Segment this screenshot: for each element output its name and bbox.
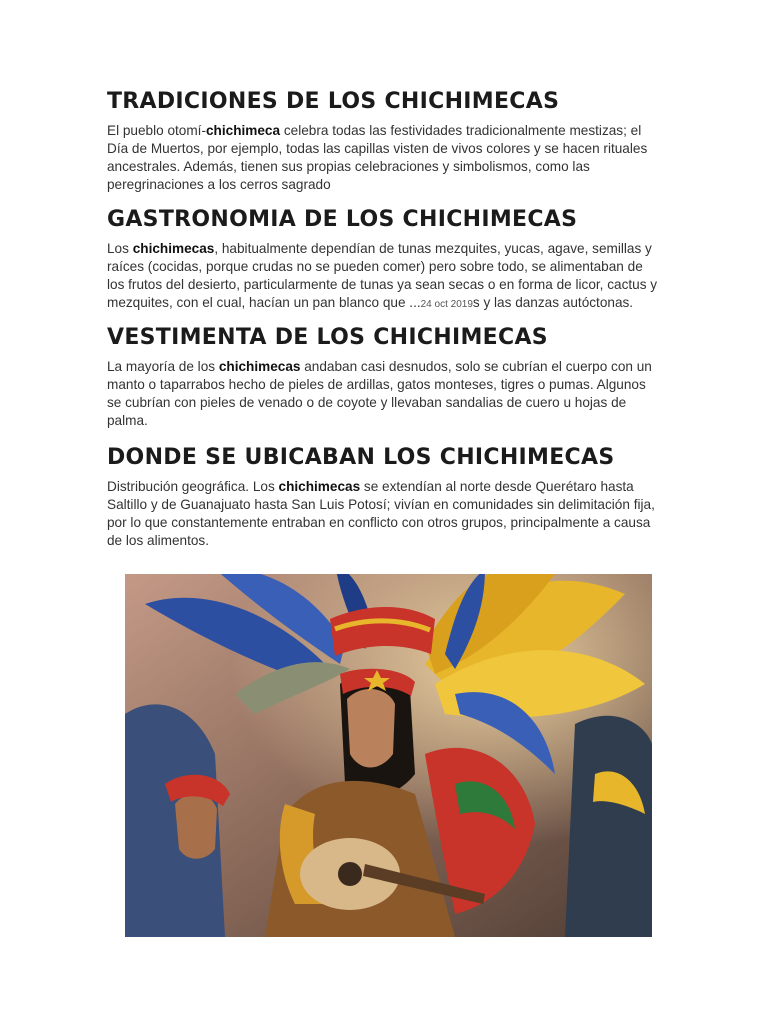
bold-term: chichimecas bbox=[132, 241, 215, 256]
section-gastronomia bbox=[107, 206, 663, 314]
paragraph-gastronomia bbox=[107, 240, 663, 314]
bold-term: chichimeca bbox=[206, 123, 281, 138]
text: El pueblo otomí- bbox=[107, 123, 206, 138]
paragraph-tradiciones bbox=[107, 122, 663, 194]
text: s y las danzas autóctonas. bbox=[472, 295, 634, 310]
background-dancer-right bbox=[565, 716, 652, 937]
text: Distribución geográfica. Los bbox=[107, 479, 279, 494]
heading-gastronomia: GASTRONOMIA DE LOS CHICHIMECAS bbox=[107, 207, 578, 232]
heading-ubicacion: DONDE SE UBICABAN LOS CHICHIMECAS bbox=[107, 445, 615, 470]
bold-term: chichimecas bbox=[218, 359, 301, 374]
section-vestimenta bbox=[107, 324, 663, 430]
date-snippet: 24 oct 2019 bbox=[420, 299, 473, 310]
text: La mayoría de los bbox=[107, 359, 219, 374]
text: se extendían al norte desde Querétaro hasta Saltillo y de Guanajuato hasta San Luis Potosí; vivían en comunidades sin delimitación fija, por lo que constantemente entraban en conflicto con otros grupos, principalmente a causa de los alimentos. bbox=[107, 479, 655, 548]
paragraph-ubicacion bbox=[107, 478, 663, 550]
face bbox=[347, 689, 395, 768]
section-ubicacion bbox=[107, 444, 663, 550]
heading-tradiciones: TRADICIONES DE LOS CHICHIMECAS bbox=[107, 89, 560, 114]
danzante-photo bbox=[125, 574, 652, 937]
text: , habitualmente dependían de tunas mezquites, yucas, agave, semillas y raíces (cocidas, porque crudas no se pueden comer) pero sobre todo, se alimentaban de los frutos del desierto, particularmente de tunas ya sean secas o en forma de licor, cactus y mezquites, con el cual, hacían un pan blanco que ... bbox=[107, 241, 658, 310]
paragraph-vestimenta bbox=[107, 358, 663, 430]
bold-term: chichimecas bbox=[278, 479, 361, 494]
text: andaban casi desnudos, solo se cubrían el cuerpo con un manto o taparrabos hecho de pieles de ardillas, gatos monteses, tigres o pumas. Algunos se cubrían con pieles de venado o de coyote y llevaban sandalias de cuero u hojas de palma. bbox=[107, 359, 652, 428]
danzante-illustration bbox=[125, 574, 652, 937]
text: Los bbox=[107, 241, 133, 256]
section-tradiciones bbox=[107, 88, 663, 194]
text: celebra todas las festividades tradicionalmente mestizas; el Día de Muertos, por ejemplo, todas las capillas visten de vivos colores y se hacen rituales ancestrales. Además, tienen sus propias celebraciones y simbolismos, como las peregrinaciones a los cerros sagrado bbox=[107, 123, 648, 192]
heading-vestimenta: VESTIMENTA DE LOS CHICHIMECAS bbox=[107, 325, 548, 350]
